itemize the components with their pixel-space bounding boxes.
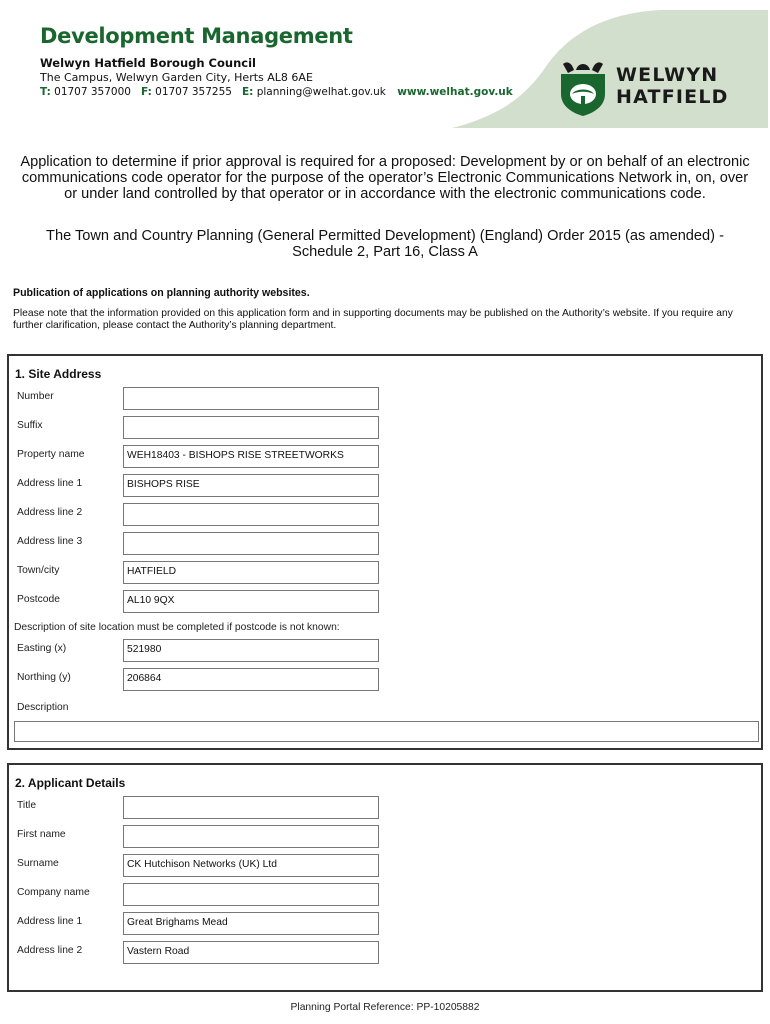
logo-wordmark: [616, 64, 729, 108]
first-name-label: First name: [17, 829, 66, 840]
first-name-field[interactable]: [123, 825, 379, 848]
header-title: Development Management: [40, 24, 353, 48]
easting-field[interactable]: 521980: [123, 639, 379, 662]
easting-label: Easting (x): [17, 643, 67, 654]
applicant-address-line-1-field[interactable]: Great Brighams Mead: [123, 912, 379, 935]
portal-reference: Planning Portal Reference: PP-10205882: [290, 1002, 480, 1013]
number-label: Number: [17, 391, 54, 402]
postcode-field[interactable]: AL10 9QX: [123, 590, 379, 613]
address-line-2-label: Address line 2: [17, 507, 83, 518]
form-title: Application to determine if prior approval is required for a proposed: Development by or on behalf of an electronic communications code operator for the purpose of the operator’s Electronic Communications Network in, on, over or under land controlled by that operator or in accordance with the electronic communications code.: [20, 154, 750, 202]
property-name-field[interactable]: WEH18403 - BISHOPS RISE STREETWORKS: [123, 445, 379, 468]
title-field[interactable]: [123, 796, 379, 819]
publication-notice: Please note that the information provided on this application form and in supporting documents may be published on the Authority’s website. If you require any further clarification, please contact the Authority’s planning department.: [13, 308, 733, 331]
suffix-field[interactable]: [123, 416, 379, 439]
address-line-3-field[interactable]: [123, 532, 379, 555]
northing-field[interactable]: 206864: [123, 668, 379, 691]
section-divider: [7, 990, 763, 992]
council-address: The Campus, Welwyn Garden City, Herts AL8 6AE: [40, 71, 313, 84]
surname-field[interactable]: CK Hutchison Networks (UK) Ltd: [123, 854, 379, 877]
contact-line: [40, 86, 513, 98]
description-field[interactable]: [14, 721, 759, 742]
northing-label: Northing (y): [17, 672, 71, 683]
property-name-label: Property name: [17, 449, 85, 460]
logo-line-2: HATFIELD: [616, 86, 729, 108]
logo-line-1: WELWYN: [616, 64, 719, 86]
description-label: Description: [17, 702, 69, 713]
address-line-1-field[interactable]: BISHOPS RISE: [123, 474, 379, 497]
council-name: Welwyn Hatfield Borough Council: [40, 56, 256, 70]
publication-heading: Publication of applications on planning authority websites.: [13, 287, 310, 299]
website-link[interactable]: www.welhat.gov.uk: [397, 86, 513, 98]
form-subtitle: The Town and Country Planning (General Permitted Development) (England) Order 2015 (as amended) - Schedule 2, Part 16, Class A: [46, 228, 724, 260]
surname-label: Surname: [17, 858, 59, 869]
tel-number: 01707 357000: [54, 86, 131, 98]
crest-icon: [558, 60, 608, 116]
applicant-address-line-1-label: Address line 1: [17, 916, 83, 927]
welwyn-hatfield-logo: [558, 60, 748, 120]
town-city-label: Town/city: [17, 565, 60, 576]
tel-label: T:: [40, 86, 51, 98]
fax-label: F:: [140, 86, 152, 98]
applicant-address-line-2-field[interactable]: Vastern Road: [123, 941, 379, 964]
suffix-label: Suffix: [17, 420, 43, 431]
email-address[interactable]: planning@welhat.gov.uk: [256, 86, 386, 98]
title-label: Title: [17, 800, 37, 811]
location-note: Description of site location must be completed if postcode is not known:: [14, 622, 340, 633]
fax-number: 01707 357255: [155, 86, 232, 98]
address-line-3-label: Address line 3: [17, 536, 83, 547]
postcode-label: Postcode: [17, 594, 60, 605]
address-line-2-field[interactable]: [123, 503, 379, 526]
number-field[interactable]: [123, 387, 379, 410]
company-name-label: Company name: [17, 887, 90, 898]
section-title: 1. Site Address: [15, 367, 102, 381]
company-name-field[interactable]: [123, 883, 379, 906]
site-address-section: [7, 354, 763, 750]
email-label: E:: [241, 86, 254, 98]
section-title: 2. Applicant Details: [15, 776, 126, 790]
address-line-1-label: Address line 1: [17, 478, 83, 489]
town-city-field[interactable]: HATFIELD: [123, 561, 379, 584]
applicant-details-section: [7, 763, 763, 991]
applicant-address-line-2-label: Address line 2: [17, 945, 83, 956]
